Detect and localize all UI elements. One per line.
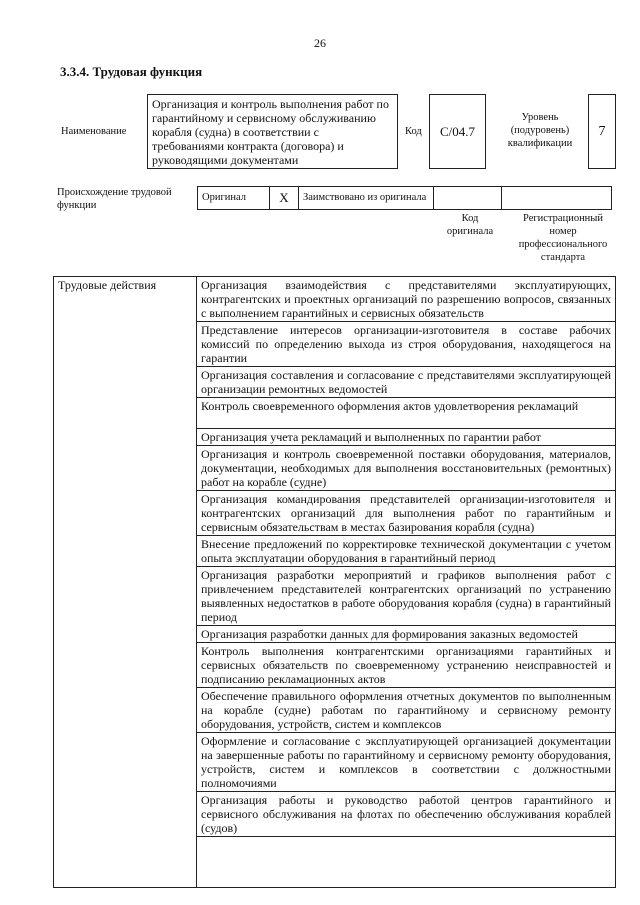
origin-code-cell	[434, 187, 502, 210]
origin-original-cell: Оригинал	[198, 187, 270, 210]
labor-action-row: Организация учета рекламаций и выполненных по гарантии работ	[197, 429, 616, 446]
labor-actions-label: Трудовые действия	[54, 277, 197, 888]
labor-action-row: Организация командирования представителей организации-изготовителя и контрагентских организаций для выполнения работ по гарантийным и сервисным обязательствам в местах базирования корабля (судна)	[197, 491, 616, 536]
page-number: 26	[314, 36, 326, 50]
code-label: Код	[405, 126, 422, 137]
labor-action-row: Организация составления и согласование с представителями эксплуатирующей организации ремонтных ведомостей	[197, 367, 616, 398]
origin-label: Происхождение трудовой функции	[57, 187, 172, 211]
function-name-box: Организация и контроль выполнения работ по гарантийному и сервисному обслуживанию корабля (судна) в соответствии с требованиями контракта (договора) и руководящими документами	[147, 94, 398, 169]
labor-action-row: Представление интересов организации-изготовителя в составе рабочих комиссий по определению выхода из строя оборудования, находящегося на гарантии	[197, 322, 616, 367]
qualification-level-value: 7	[588, 94, 616, 169]
labor-action-row: Оформление и согласование с эксплуатирующей организацией документации на завершенные работы по гарантийному и сервисному ремонту оборудования, устройств, систем и комплексов в соответствии с должностными полномочиями	[197, 733, 616, 792]
labor-action-row: Организация разработки мероприятий и графиков выполнения работ с привлечением представителей контрагентских организаций по устранению выявленных недостатков в работе оборудования корабля (судна) в гарантийный период	[197, 567, 616, 626]
qualification-level-label: Уровень (подуровень) квалификации	[507, 112, 573, 149]
registration-number-cell	[502, 187, 612, 210]
origin-code-caption: Код оригинала	[446, 213, 494, 237]
origin-borrowed-cell: Заимствовано из оригинала	[299, 187, 434, 210]
labor-action-row: Организация работы и руководство работой центров гарантийного и сервисного обслуживания на флотах по обеспечению обслуживания кораблей (судов)	[197, 792, 616, 837]
labor-action-row: Контроль своевременного оформления актов удовлетворения рекламаций	[197, 398, 616, 429]
labor-actions-table	[53, 276, 616, 888]
labor-action-row: Организация взаимодействия с представителями эксплуатирующих, контрагентских и проектных организаций по разрешению вопросов, связанных с выполнением гарантийных и сервисных обязательств	[197, 277, 616, 322]
labor-action-row: Обеспечение правильного оформления отчетных документов по выполненным на корабле (судне) работам по гарантийному и сервисному ремонту оборудования, устройств, систем и комплексов	[197, 688, 616, 733]
labor-action-row: Контроль выполнения контрагентскими организациями гарантийных и сервисных обязательств по своевременному устранению неисправностей и подписанию рекламационных актов	[197, 643, 616, 688]
name-label: Наименование	[61, 126, 127, 137]
labor-action-row: Организация и контроль своевременной поставки оборудования, материалов, документации, необходимых для выполнения восстановительных (ремонтных) работ на корабле (судне)	[197, 446, 616, 491]
labor-action-row: Организация разработки данных для формирования заказных ведомостей	[197, 626, 616, 643]
origin-mark: X	[270, 187, 299, 210]
origin-table	[197, 186, 612, 210]
labor-action-empty-row	[197, 837, 616, 888]
function-code: C/04.7	[429, 94, 486, 169]
labor-action-row: Внесение предложений по корректировке технической документации с учетом опыта эксплуатации оборудования в гарантийный период	[197, 536, 616, 567]
section-title: 3.3.4. Трудовая функция	[60, 64, 203, 79]
registration-number-caption: Регистрационный номер профессионального стандарта	[518, 213, 608, 263]
